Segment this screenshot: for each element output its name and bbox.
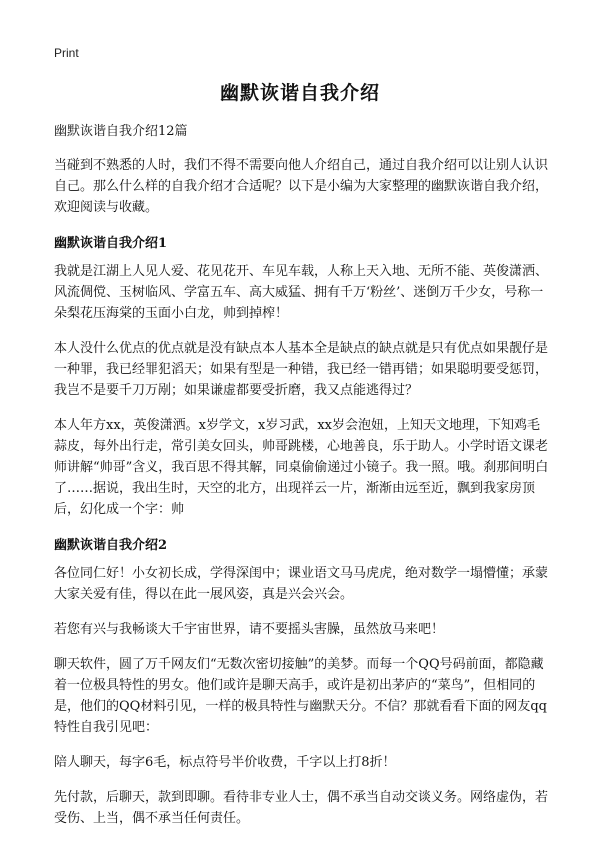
- section-2-paragraph-1: 各位同仁好！小女初长成，学得深闺中；课业语文马马虎虎，绝对数学一塌懵懂；承蒙大家关爱有佳，得以在此一展风姿，真是兴会兴会。: [54, 566, 549, 602]
- intro-paragraph: 当碰到不熟悉的人时，我们不得不需要向他人介绍自己，通过自我介绍可以让别人认识自己。那么什么样的自我介绍才合适呢？以下是小编为大家整理的幽默诙谐自我介绍，欢迎阅读与收藏。: [54, 158, 549, 215]
- page-title: 幽默诙谐自我介绍: [219, 82, 380, 104]
- section-2-paragraph-5: 先付款，后聊天，款到即聊。看待非专业人士，偶不承当自动交谈义务。网络虚伪，若受伤、上当，偶不承当任何责任。: [54, 790, 549, 826]
- section-1-paragraph-3: 本人年方xx，英俊潇洒。x岁学文，x岁习武，xx岁会泡妞，上知天文地理，下知鸡毛蒜皮，每外出行走，常引美女回头，帅哥跳楼，心地善良，乐于助人。小学时语文课老师讲解“帅哥”含义，我百思不得其解，同桌偷偷递过小镜子。我一照。哦。刹那间明白了……据说，我出生时，天空的北方，出现祥云一片，渐渐由远至近，飘到我家房顶后，幻化成一个字：帅: [54, 418, 549, 517]
- section-2-paragraph-2: 若您有兴与我畅谈大千宇宙世界，请不要摇头害臊，虽然放马来吧！: [54, 622, 445, 637]
- section-2-paragraph-3: 聊天软件，圆了万千网友们“无数次密切接触”的美梦。而每一个QQ号码前面，都隐藏着一位极具特性的男女。他们或许是聊天高手，或许是初出茅庐的“菜鸟”，但相同的是，他们的QQ材料引见，一样的极具特性与幽默天分。不信？那就看看下面的网友qq特性自我引见吧：: [54, 657, 547, 735]
- section-heading-2: 幽默诙谐自我介绍2: [54, 538, 168, 553]
- document-subtitle: 幽默诙谐自我介绍12篇: [54, 124, 188, 139]
- section-heading-1: 幽默诙谐自我介绍1: [54, 236, 168, 251]
- section-1-paragraph-1: 我就是江湖上人见人爱、花见花开、车见车载，人称上天入地、无所不能、英俊潇洒、风流倜傥、玉树临风、学富五车、高大威猛、拥有千万‘粉丝’、迷倒万千少女，号称一朵梨花压海棠的玉面小白龙，帅到掉榨！: [54, 264, 549, 321]
- document-body: [54, 120, 552, 843]
- section-1-paragraph-2: 本人没什么优点的优点就是没有缺点本人基本全是缺点的缺点就是只有优点如果靓仔是一种罪，我已经罪犯滔天；如果有型是一种错，我已经一错再错；如果聪明要受惩罚，我岂不是要千刀万剐；如果谦虚都要受折磨，我又点能逃得过？: [54, 341, 549, 398]
- print-link[interactable]: Print: [54, 46, 79, 60]
- section-2-paragraph-4: 陪人聊天，每字6毛，标点符号半价收费，千字以上打8折！: [54, 755, 396, 770]
